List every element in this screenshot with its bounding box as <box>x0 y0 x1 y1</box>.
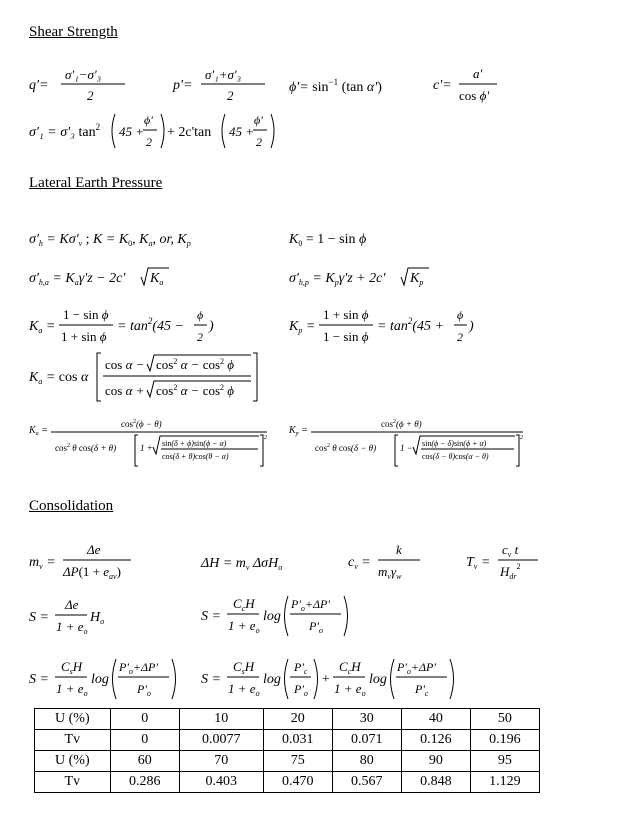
svg-text:cos α +: cos α + <box>105 383 145 398</box>
equation-sigma1 <box>29 108 279 152</box>
svg-text:= tan2(45 +: = $\tan^2(45$ + <box>377 316 444 334</box>
equation-q-prime <box>29 66 129 104</box>
svg-text:σ'₁ = σ'₃ tan2: σ'₁ = σ'₃ $\tan^2$ <box>29 122 101 140</box>
svg-text:1 − sin ϕ: 1 − sin ϕ <box>63 307 109 322</box>
svg-text:1 − sin ϕ: 1 − sin ϕ <box>323 329 369 344</box>
svg-text:q'=: q'= <box>29 78 49 93</box>
svg-text:P'o+ΔP': $P'_o+\Delta P'$ <box>397 660 436 676</box>
degree-of-consolidation-table <box>34 708 540 793</box>
svg-text:cos ϕ': cos ϕ' <box>459 88 490 103</box>
table-cell: 20 <box>263 709 332 730</box>
svg-text:Δe: Δe <box>87 542 101 557</box>
svg-text:P'o: $P'_o$ <box>137 682 151 698</box>
equation-p-prime <box>173 66 273 104</box>
section-heading-shear-strength: Shear Strength <box>29 24 118 40</box>
table-cell: 95 <box>470 751 539 772</box>
svg-text:1 + eo: $1 + e_o$ <box>56 619 88 636</box>
svg-text:cos2 θ cos(δ − θ): $\cos^2 \theta$ cos(δ − θ) <box>315 443 377 453</box>
svg-text:ϕ: ϕ <box>457 308 464 322</box>
svg-text:1 + eo: $1 + e_o$ <box>334 681 366 698</box>
svg-text:P'o: $P'_o$ <box>309 619 323 635</box>
table-row-header: U (%) <box>35 751 111 772</box>
table-cell: 0.403 <box>179 772 263 793</box>
table-cell: 0.196 <box>470 730 539 751</box>
table-cell: 75 <box>263 751 332 772</box>
section-heading-consolidation: Consolidation <box>29 498 114 514</box>
svg-text:cos2 θ cos(δ + θ): $\cos^2 \theta$ cos(δ + θ) <box>55 443 117 453</box>
svg-text:1 −: 1 − <box>400 443 413 453</box>
table-cell: 0.031 <box>263 730 332 751</box>
table-row <box>35 709 540 730</box>
table-cell: 30 <box>332 709 401 730</box>
svg-text:P'o+ΔP': $P'_o+\Delta P'$ <box>291 597 330 613</box>
svg-text:45 +: 45 + <box>229 124 255 139</box>
table-cell: 90 <box>401 751 470 772</box>
svg-text:ϕ: ϕ <box>197 308 204 322</box>
svg-text:cv t: $c_v$ t <box>502 542 519 559</box>
svg-text:P'o: $P'_o$ <box>294 682 308 698</box>
svg-text:2: 2 <box>256 135 262 149</box>
table-row <box>35 772 540 793</box>
svg-text:+ 2c'tan: + 2c'tan <box>167 125 212 140</box>
table-cell: 0 <box>110 730 179 751</box>
table-cell: 60 <box>110 751 179 772</box>
svg-text:σ'h = Kσ'v ; K = K0, Ka, or, K: $\sigma'_h = K\sigma'_v$ ; $K = K_0$, $K_a$, or, $K_p$ <box>29 232 191 248</box>
svg-text:c'=: c'= <box>433 78 452 93</box>
table-row <box>35 730 540 751</box>
svg-text:ΔH = mv ΔσHo: $\Delta H = m_v$ ΔσH$_o$ <box>201 556 283 572</box>
svg-text:2: 2 <box>197 330 203 344</box>
svg-text:Ka = cos α: $K_a = \cos \alpha$ <box>29 370 89 386</box>
svg-text:log: log <box>263 672 281 687</box>
section-heading-lateral-earth-pressure: Lateral Earth Pressure <box>29 175 163 191</box>
svg-text:S =: S = <box>29 610 49 625</box>
svg-text:sin(ϕ − δ)sin(ϕ + α): sin(ϕ − δ)sin(ϕ + α) <box>422 439 487 448</box>
svg-text:): ) <box>469 319 474 334</box>
svg-text:CsH: $C_sH$ <box>233 659 255 676</box>
svg-text:Ho: $H_o$ <box>90 610 105 626</box>
svg-text:Tv =: $T_v$ = <box>466 555 491 571</box>
svg-text:log: log <box>369 672 387 687</box>
equation-kp-rankine <box>289 305 489 345</box>
table-cell: 10 <box>179 709 263 730</box>
equation-sigma-ha <box>29 266 179 290</box>
table-cell: 40 <box>401 709 470 730</box>
table-cell: 80 <box>332 751 401 772</box>
svg-text:K0 = 1 − sin ϕ: $K_0 = 1 - \sin \phi$ <box>289 232 367 248</box>
table-cell: 0.470 <box>263 772 332 793</box>
svg-text:cos(δ + θ)cos(θ − α): cos(δ + θ)cos(θ − α) <box>162 452 229 461</box>
svg-text:cv =: $c_v$ = <box>348 555 371 571</box>
equation-kp-coulomb <box>289 414 534 468</box>
svg-text:p'=: p'= <box>173 78 193 93</box>
svg-text:Ka =: $K_a$ = <box>29 425 48 437</box>
svg-text:cos2 α − cos2 ϕ: $\cos^2 \alpha - \cos^2 \phi$ <box>156 357 235 372</box>
svg-text:ϕ': ϕ' <box>144 113 153 127</box>
svg-text:log: log <box>263 609 281 624</box>
svg-text:a': a' <box>473 66 483 81</box>
svg-text:2: 2 <box>520 435 523 441</box>
table-cell: 0.126 <box>401 730 470 751</box>
table-cell: 50 <box>470 709 539 730</box>
svg-text:1 + eo: $1 + e_o$ <box>56 681 88 698</box>
svg-text:ΔP(1 + eav): $\Delta P(1 + e_{av})$ <box>63 564 121 581</box>
svg-text:Kp =: $K_p$ = <box>289 425 308 437</box>
svg-text:1 +: 1 + <box>140 443 153 453</box>
svg-text:2: 2 <box>457 330 463 344</box>
equation-s1 <box>29 596 119 636</box>
svg-text:σ'₁+σ'₃: σ'₁+σ'₃ <box>205 67 242 82</box>
equation-sigma-h <box>29 229 229 249</box>
svg-text:log: log <box>91 672 109 687</box>
svg-text:45 +: 45 + <box>119 124 145 139</box>
svg-text:cos2 α − cos2 ϕ: $\cos^2 \alpha - \cos^2 \phi$ <box>156 383 235 398</box>
svg-text:1 + eo: $1 + e_o$ <box>228 618 260 635</box>
svg-text:S =: S = <box>201 672 221 687</box>
equation-s4 <box>201 655 461 701</box>
equation-sigma-hp <box>289 266 439 290</box>
svg-text:cos2(ϕ − θ): $\cos^2(\phi - \theta)$ <box>121 419 162 429</box>
svg-text:mvγw: $m_v\gamma_w$ <box>378 564 402 581</box>
table-row <box>35 751 540 772</box>
equation-c-prime <box>433 66 503 104</box>
table-cell: 0.567 <box>332 772 401 793</box>
equation-delta-h <box>201 553 331 575</box>
svg-text:1 + sin ϕ: 1 + sin ϕ <box>61 329 107 344</box>
svg-text:cos2(ϕ + θ): $\cos^2(\phi + \theta)$ <box>381 419 422 429</box>
table-cell: 1.129 <box>470 772 539 793</box>
table-cell: 70 <box>179 751 263 772</box>
svg-text:k: k <box>396 542 402 557</box>
svg-text:P'c: $P'_c$ <box>415 682 429 698</box>
svg-text:ϕ': ϕ' <box>254 113 263 127</box>
svg-text:= tan2(45 −: = $\tan^2(45$ − <box>117 316 184 334</box>
equation-ka-coulomb <box>29 414 274 468</box>
equation-s2 <box>201 592 361 638</box>
svg-text:Kp: $K_p$ <box>410 271 424 287</box>
table-cell: 0.848 <box>401 772 470 793</box>
svg-text:σ'h,p = Kpγ'z + 2c': $\sigma'_{h,p} = K_p\gamma'z + 2c'$ <box>289 271 386 287</box>
equation-s3 <box>29 655 189 701</box>
svg-text:Hdr2: $H_{dr}^2$ <box>500 562 521 581</box>
equation-k0 <box>289 229 389 249</box>
svg-text:σ'₁−σ'₃: σ'₁−σ'₃ <box>65 67 102 82</box>
svg-text:): ) <box>209 319 214 334</box>
table-row-header: U (%) <box>35 709 111 730</box>
equation-mv <box>29 541 139 581</box>
svg-text:Ka: $K_a$ <box>150 271 164 287</box>
svg-text:2: 2 <box>87 88 94 103</box>
svg-text:S =: S = <box>201 609 221 624</box>
svg-text:CcH: $C_cH$ <box>339 659 361 676</box>
svg-text:P'c: $P'_c$ <box>294 660 308 676</box>
svg-text:Δe: Δe <box>65 597 79 612</box>
svg-text:mv =: $m_v$ = <box>29 555 56 571</box>
table-row-header: Tv <box>35 772 111 793</box>
svg-text:cos α −: cos α − <box>105 357 145 372</box>
svg-text:S =: S = <box>29 672 49 687</box>
svg-text:CsH: $C_sH$ <box>61 659 83 676</box>
svg-text:P'o+ΔP': $P'_o+\Delta P'$ <box>119 660 158 676</box>
svg-text:2: 2 <box>227 88 234 103</box>
equation-ka-rankine <box>29 305 229 345</box>
table-cell: 0.286 <box>110 772 179 793</box>
equation-tv <box>466 541 546 581</box>
svg-text:Ka =: $K_a$ = <box>29 319 56 335</box>
svg-text:ϕ'= sin−1 (tan α'): $\phi'= \sin^{-1} (\tan$ α') <box>289 77 382 95</box>
svg-text:1 + eo: $1 + e_o$ <box>228 681 260 698</box>
svg-text:2: 2 <box>146 135 152 149</box>
table-cell: 0 <box>110 709 179 730</box>
svg-text:CcH: $C_cH$ <box>233 596 255 613</box>
equation-phi-prime <box>289 77 399 97</box>
svg-text:Kp =: $K_p$ = <box>289 319 316 335</box>
table-cell: 0.0077 <box>179 730 263 751</box>
svg-text:sin(δ + ϕ)sin(ϕ − α): sin(δ + ϕ)sin(ϕ − α) <box>162 439 227 448</box>
equation-ka-slope <box>29 351 259 403</box>
svg-text:+: + <box>321 672 331 687</box>
svg-text:σ'h,a = Kaγ'z − 2c': $\sigma'_{h,a} = K_a\gamma'z - 2c'$ <box>29 271 126 287</box>
equation-cv <box>348 541 428 581</box>
svg-text:cos(δ − θ)cos(α − θ): cos(δ − θ)cos(α − θ) <box>422 452 489 461</box>
svg-text:2: 2 <box>264 435 267 441</box>
table-row-header: Tv <box>35 730 111 751</box>
svg-text:1 + sin ϕ: 1 + sin ϕ <box>323 307 369 322</box>
table-cell: 0.071 <box>332 730 401 751</box>
